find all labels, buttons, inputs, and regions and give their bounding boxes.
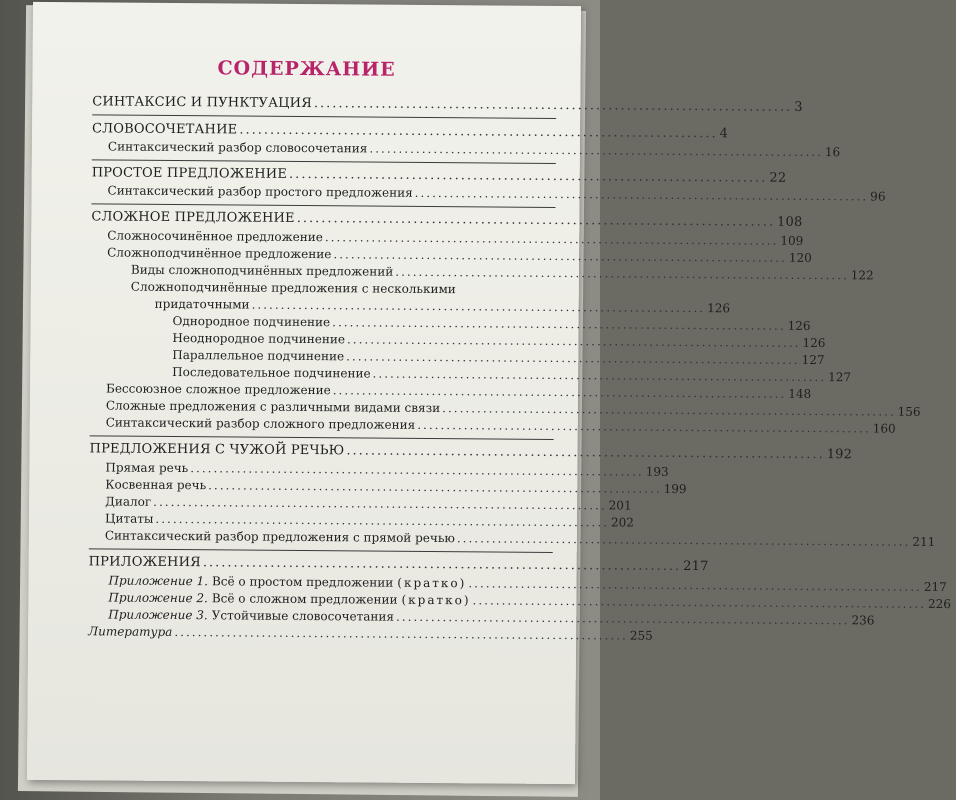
toc-entry-title: Косвенная речь: [105, 477, 207, 493]
toc-entry: Параллельное подчинение .............................................................................. 127: [172, 347, 825, 368]
toc-entry-title: Последовательное подчинение: [172, 364, 371, 381]
toc-entry-page: 22: [769, 170, 787, 186]
toc-entry-page: 160: [872, 421, 896, 436]
toc-entry-page: 96: [870, 189, 886, 204]
toc-entry-page: 217: [923, 579, 947, 595]
toc-entry-page: 193: [645, 464, 669, 479]
toc-entry: ПРЕДЛОЖЕНИЯ С ЧУЖОЙ РЕЧЬЮ .............................................................................. 192: [89, 441, 853, 463]
toc-entry-title: СЛОВОСОЧЕТАНИЕ: [92, 121, 238, 138]
toc-entry: Цитаты .............................................................................. 202: [104, 511, 634, 530]
toc-entry-title: СИНТАКСИС И ПУНКТУАЦИЯ: [92, 94, 312, 112]
toc-entry: Синтаксический разбор простого предложения .............................................................................. 96: [107, 183, 886, 204]
section-divider: [92, 159, 556, 164]
toc-entry: СИНТАКСИС И ПУНКТУАЦИЯ .............................................................................. 3: [92, 94, 803, 115]
toc-entry: Синтаксический разбор предложения с прямой речью .............................................................................. 211: [104, 528, 936, 549]
toc-entry-page: 255: [629, 628, 653, 643]
toc-entry: Синтаксический разбор сложного предложения .............................................................................. 160: [105, 415, 896, 436]
toc-entry-title-continued: придаточными: [154, 296, 250, 312]
toc-entry-page: 127: [828, 370, 852, 385]
toc-entry-page: 127: [801, 352, 825, 368]
toc-entry-page: 16: [824, 145, 841, 160]
toc-entry-title: ПРОСТОЕ ПРЕДЛОЖЕНИЕ: [91, 165, 288, 182]
toc-entry: Приложение 2. Всё о сложном предложении (кратко) .............................................................................. 226: [108, 590, 952, 612]
toc-entry-page: 108: [777, 214, 803, 230]
toc-entry-title: Синтаксический разбор простого предложения: [107, 183, 413, 200]
toc-entry-page: 3: [794, 99, 803, 115]
toc-entry-title: Литература: [88, 624, 173, 639]
toc-entry: Прямая речь .............................................................................. 193: [105, 460, 669, 479]
toc-entry: Литература .............................................................................. 255: [88, 624, 653, 643]
toc-entry-page: 156: [897, 404, 921, 419]
section-divider: [91, 203, 555, 208]
toc-entry-title: Виды сложноподчинённых предложений: [130, 262, 394, 279]
toc-entry-title: Однородное подчинение: [172, 313, 331, 330]
toc-entry: ПРОСТОЕ ПРЕДЛОЖЕНИЕ .............................................................................. 22: [91, 165, 787, 186]
toc-entry: Неоднородное подчинение .............................................................................. 126: [172, 330, 826, 351]
toc-entry-title: ПРЕДЛОЖЕНИЯ С ЧУЖОЙ РЕЧЬЮ: [89, 441, 345, 459]
toc-entry-title: Параллельное подчинение: [172, 347, 345, 364]
toc-entry-page: 236: [851, 613, 875, 628]
toc-entry: Приложение 3. Устойчивые словосочетания .............................................................................. 236: [108, 607, 875, 628]
toc-entry-title: Сложносочинённое предложение: [107, 228, 323, 245]
toc-entry-title: Диалог: [105, 494, 152, 509]
toc-entry-title: ПРИЛОЖЕНИЯ: [88, 554, 201, 571]
toc-entry-page: 126: [802, 335, 826, 351]
section-divider: [89, 548, 553, 553]
toc-entry-title: Неоднородное подчинение: [172, 330, 346, 347]
toc-entry-title: Устойчивые словосочетания: [211, 608, 395, 624]
toc-entry: придаточными .............................................................................. 126: [154, 296, 731, 316]
toc-entry-note: (кратко): [401, 592, 471, 608]
toc-entry-page: 126: [787, 318, 811, 333]
toc-entry-page: 201: [608, 498, 632, 513]
toc-entry-title: Синтаксический разбор словосочетания: [107, 139, 368, 156]
toc-entry: СЛОВОСОЧЕТАНИЕ .............................................................................. 4: [92, 121, 729, 142]
toc-entry-title: СЛОЖНОЕ ПРЕДЛОЖЕНИЕ: [91, 209, 295, 226]
appendix-label: Приложение 2.: [108, 590, 208, 606]
toc-entry-page: 120: [788, 250, 812, 265]
toc-entry-title: Сложные предложения с различными видами связи: [105, 398, 441, 416]
toc-entry-note: (кратко): [397, 575, 467, 591]
appendix-label: Приложение 1.: [108, 573, 209, 589]
toc-entry-page: 226: [928, 596, 952, 612]
toc-entry-page: 126: [707, 301, 731, 316]
toc-entry-page: 199: [663, 481, 687, 497]
toc-entry-title: Цитаты: [104, 511, 154, 526]
toc-entry: СЛОЖНОЕ ПРЕДЛОЖЕНИЕ .............................................................................. 108: [91, 209, 803, 230]
book-page: [27, 2, 952, 784]
toc-entry: Приложение 1. Всё о простом предложении (кратко) .............................................................................. 217: [108, 573, 947, 595]
toc-entry: Сложные предложения с различными видами связи .............................................................................. 156: [105, 398, 921, 419]
toc-entry-title: Синтаксический разбор предложения с прямой речью: [104, 528, 455, 546]
toc-entry-title: Всё о простом предложении: [211, 574, 394, 590]
toc-entry-page: 211: [912, 534, 936, 549]
toc-entry-title: Сложноподчинённые предложения с несколькими: [130, 279, 456, 297]
toc-entry-title: Прямая речь: [105, 460, 189, 476]
toc-entry-title: Сложноподчинённое предложение: [107, 245, 332, 262]
toc-entry: ПРИЛОЖЕНИЯ .............................................................................. 217: [88, 554, 709, 575]
appendix-label: Приложение 3.: [108, 607, 208, 623]
toc-entry-page: 109: [780, 233, 804, 248]
toc-entry-page: 217: [683, 558, 709, 575]
toc-entry: Однородное подчинение .............................................................................. 126: [172, 313, 811, 333]
section-divider: [92, 114, 556, 119]
section-divider: [90, 435, 554, 440]
table-of-contents: [27, 2, 952, 784]
toc-entry-page: 202: [610, 515, 634, 530]
toc-entry: Последовательное подчинение .............................................................................. 127: [172, 364, 852, 385]
toc-entry-title: Бессоюзное сложное предложение: [105, 381, 331, 398]
toc-entry-page: 122: [850, 268, 874, 283]
toc-entry: Синтаксический разбор словосочетания .............................................................................. 16: [107, 139, 841, 160]
toc-entry: Бессоюзное сложное предложение .............................................................................. 148: [105, 381, 812, 401]
toc-entry: Сложноподчинённое предложение .............................................................................. 120: [107, 245, 812, 265]
toc-entry-page: 148: [788, 386, 812, 401]
page-title: СОДЕРЖАНИЕ: [217, 57, 396, 81]
toc-entry: Виды сложноподчинённых предложений .............................................................................. 122: [130, 262, 874, 283]
toc-entry: Диалог .............................................................................. 201: [105, 494, 632, 513]
toc-entry: Сложносочинённое предложение .............................................................................. 109: [107, 228, 804, 248]
toc-entry-page: 4: [719, 126, 729, 142]
toc-entry-title: Всё о сложном предложении: [211, 591, 398, 607]
toc-entry: Косвенная речь .............................................................................. 199: [105, 477, 687, 497]
toc-entry-page: 192: [826, 447, 853, 463]
toc-entry-title: Синтаксический разбор сложного предложения: [105, 415, 416, 432]
